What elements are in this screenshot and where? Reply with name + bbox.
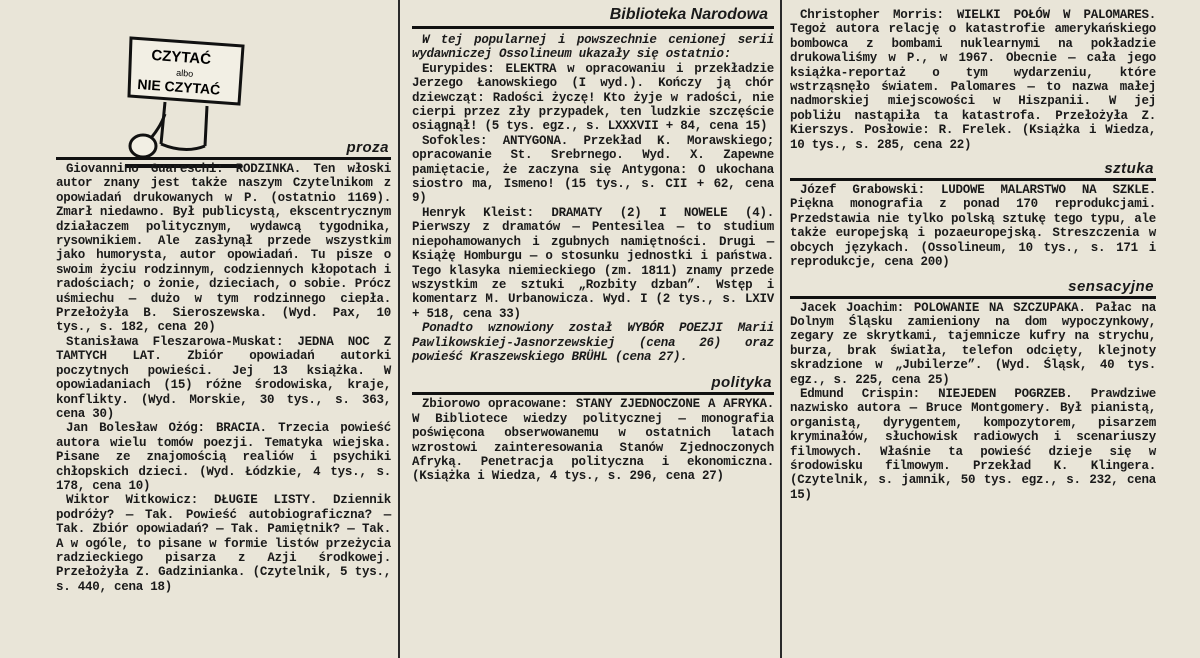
entry-guareschi: Giovannino Guareschi: RODZINKA. Ten włoski autor znany jest także naszym Czytelnikom z opowiadań drukowanych w P. (ostatnio 1169). Zmarł niedawno. Był publicystą, ekscentrycznym działaczem politycznym, wydawcą tygodnika, rysownikiem. Ale zasłynął przede wszystkim jako humorysta, autor opowiadań. Tu pisze o swoim życiu rodzinnym, codziennych kłopotach i radościach; o żonie, dzieciach, o sobie. Prócz uśmiechu — dużo w tym rodzinnego ciepła. Przełożyła B. Sieroszewska. (Wyd. Pax, 10 tys., s. 182, cena 20)	[56, 162, 391, 335]
logo-line2: albo	[175, 67, 194, 79]
entry-sofokles: Sofokles: ANTYGONA. Przekład K. Morawskiego; opracowanie St. Srebrnego. Wyd. X. Zapewne pamiętacie, że zaczyna się Antygona: O ukochana siostro ma, Ismeno! (15 tys., s. CII + 62, cena 9)	[412, 133, 774, 206]
column-proza	[56, 0, 391, 658]
entry-kleist: Henryk Kleist: DRAMATY (2) I NOWELE (4). Pierwszy z dramatów — Pentesilea — to studium niepohamowanych i zgubnych namiętności. Drugi — Książę Homburgu — o stosunku jednostki i państwa. Tego klasyka niemieckiego (zm. 1811) znamy przede wszystkim ze sztuki „Rozbity dzban”. Wstęp i komentarz M. Urbanowicza. Wyd. I (2 tys., s. LXIV + 518, cena 33)	[412, 205, 774, 321]
proza-entries	[56, 162, 391, 594]
section-label: Biblioteka Narodowa	[609, 6, 768, 23]
section-heading-polityka	[412, 368, 774, 395]
section-heading-proza	[56, 133, 391, 160]
column-right	[790, 0, 1156, 658]
section-label: sztuka	[1104, 160, 1154, 178]
section-heading-sztuka	[790, 154, 1156, 181]
logo-line1: CZYTAĆ	[150, 46, 212, 69]
entry-ponadto: Ponadto wznowiony został WYBÓR POEZJI Marii Pawlikowskiej-Jasnorzewskiej (cena 26) oraz powieść Kraszewskiego BRÜHL (cena 27).	[412, 321, 774, 364]
biblioteka-entries	[412, 33, 774, 364]
entry-joachim: Jacek Joachim: POLOWANIE NA SZCZUPAKA. Pałac na Dolnym Śląsku zamieniony na dom wypoczynkowy, zegary ze skrytkami, tajemnicze kufry na strychu, burza, brak światła, telefon odcięty, klejnoty skradzione w „Jubilerze”. (Wyd. Śląsk, 40 tys. egz., s. 225, cena 25)	[790, 300, 1156, 387]
entry-stany: Zbiorowo opracowane: STANY ZJEDNOCZONE A AFRYKA. W Bibliotece wiedzy politycznej — monografia poświęcona obserwowanemu w ostatnich latach wzrostowi zainteresowania Stanów Zjednoczonych Afryką. Penetracja polityczna i ekonomiczna. (Książka i Wiedza, 4 tys., s. 296, cena 27)	[412, 397, 774, 484]
polityka-entries	[412, 397, 774, 483]
entry-fleszarowa: Stanisława Fleszarowa-Muskat: JEDNA NOC Z TAMTYCH LAT. Zbiór opowiadań autorki poczytnych powieści. Jej 13 książka. W opowiadaniach (15) różne środowiska, kraje, konflikty. (Wyd. Morskie, 30 tys., s. 363, cena 30)	[56, 334, 391, 421]
entry-ozog: Jan Bolesław Ożóg: BRACIA. Trzecia powieść autora wielu tomów poezji. Tematyka wiejska. Pisane ze znajomością realiów i psychiki chłopskich dzieci. (Wyd. Łódzkie, 4 tys., s. 178, cena 10)	[56, 421, 391, 493]
intro: W tej popularnej i powszechnie cenionej serii wydawniczej Ossolineum ukazały się ostatnio:	[412, 33, 774, 62]
entry-witkowicz: Wiktor Witkowicz: DŁUGIE LISTY. Dziennik podróży? — Tak. Powieść autobiograficzna? — Tak. Zbiór opowiadań? — Tak. Pamiętnik? — Tak. A w ogóle, to pisane w formie listów przeżycia radzieckiego pisarza z Azji środkowej. Przełożyła Z. Gadzinianka. (Czytelnik, 5 tys., s. 440, cena 18)	[56, 493, 391, 594]
logo-line3: NIE CZYTAĆ	[136, 75, 221, 98]
right-entries	[790, 8, 1156, 152]
section-label: proza	[346, 139, 389, 156]
sensacyjne-entries	[790, 301, 1156, 503]
entry-eurypides: Eurypides: ELEKTRA w opracowaniu i przekładzie Jerzego Łanowskiego (I wyd.). Kończy ją chór dziewcząt: Radości życzę! Kto żyje w radości, nie cierpi przez zły przypadek, ten ludzkie szczęście osiągnął! (5 tys. egz., s. LXXXVII + 84, cena 15)	[412, 61, 774, 134]
section-heading-sensacyjne	[790, 272, 1156, 299]
column-divider	[398, 0, 400, 658]
entry-morris: Christopher Morris: WIELKI POŁÓW W PALOMARES. Tegoż autora relację o katastrofie amerykańskiego bombowca z bombami nuklearnymi na pokładzie drukowaliśmy w P., w 1967. Obecnie — cała jego książka-reportaż o tym wydarzeniu, które wstrząsnęło światem. Palomares — to nazwa małej nadmorskiej miejscowości w Hiszpanii. W jej pobliżu nastąpiła ta katastrofa. Przełożyła Z. Kierszys. Posłowie: R. Frelek. (Książka i Wiedza, 10 tys., s. 285, cena 22)	[790, 8, 1156, 152]
entry-grabowski: Józef Grabowski: LUDOWE MALARSTWO NA SZKLE. Piękna monografia z ponad 170 reprodukcjami. Przedstawia nie tylko polską sztukę tego typu, ale także europejską i pozaeuropejską. Streszczenia w obcych językach. (Ossolineum, 10 tys., s. 171 i reprodukcje, cena 200)	[790, 183, 1156, 270]
entry-crispin: Edmund Crispin: NIEJEDEN POGRZEB. Prawdziwe nazwisko autora — Bruce Montgomery. Był pianistą, organistą, dyrygentem, kompozytorem, pisarzem kryminałów, słuchowisk radiowych i scenariuszy filmowych. Właśnie ta powieść dzieje się w środowisku filmowym. Przekład K. Klingera. (Czytelnik, s. jamnik, 50 tys. egz., s. 232, cena 15)	[790, 386, 1156, 502]
section-label: polityka	[711, 374, 772, 392]
section-label: sensacyjne	[1068, 277, 1154, 295]
column-divider	[780, 0, 782, 658]
column-biblioteka	[412, 0, 774, 658]
section-heading-biblioteka	[412, 0, 774, 29]
sztuka-entries	[790, 183, 1156, 269]
